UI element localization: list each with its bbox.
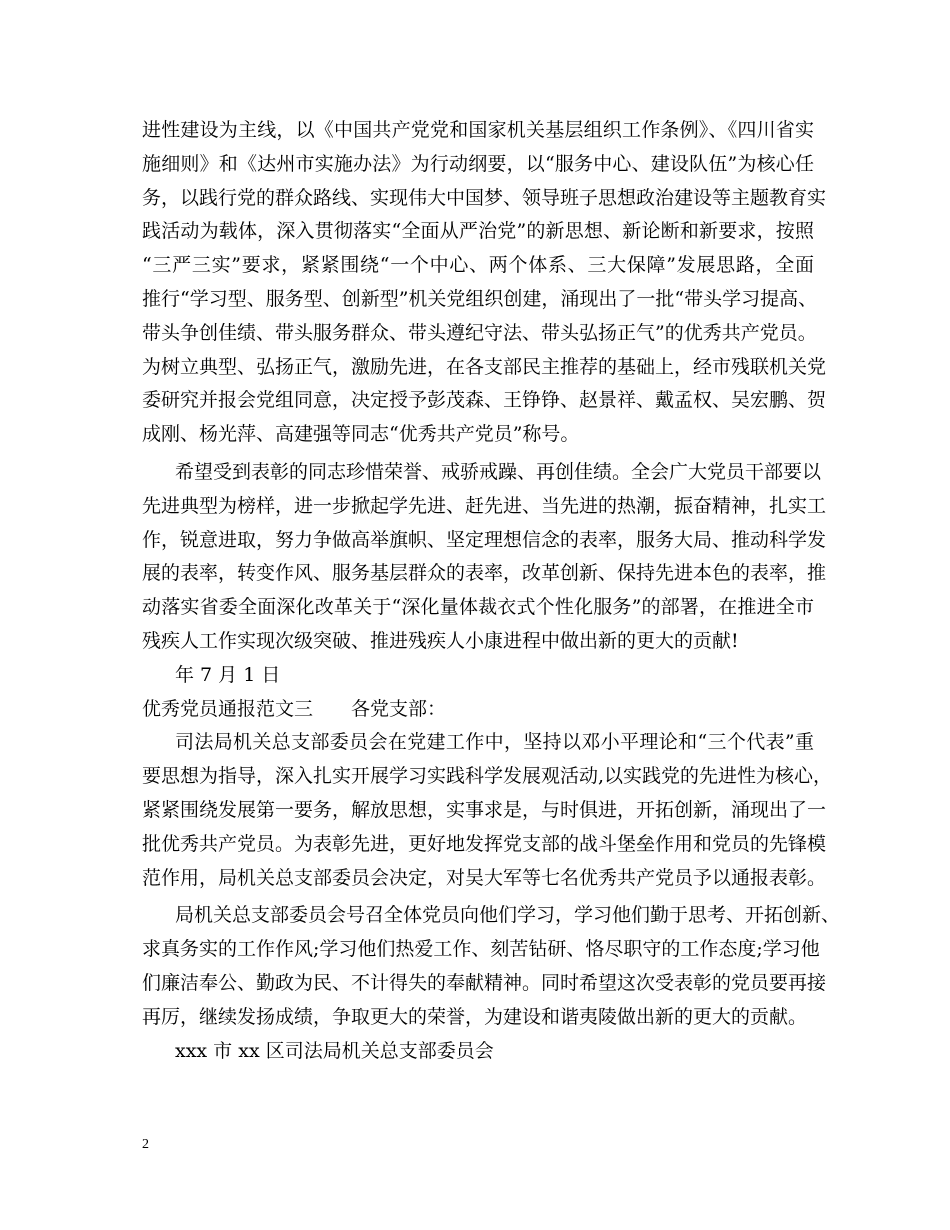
text-line: 们廉洁奉公、勤政为民、不计得失的奉献精神。同时希望这次受表彰的党员要再接 xyxy=(142,971,827,994)
text-line: 施细则》和《达州市实施办法》为行动纲要，以“服务中心、建设队伍”为核心任 xyxy=(142,152,814,175)
text-line: 务，以践行党的群众路线、实现伟大中国梦、领导班子思想政治建设等主题教育实 xyxy=(142,186,827,209)
text-line: 希望受到表彰的同志珍惜荣誉、戒骄戒躁、再创佳绩。全会广大党员干部要以 xyxy=(175,460,822,483)
page-number: 2 xyxy=(142,1137,149,1152)
text-line: 推行“学习型、服务型、创新型”机关党组织创建，涌现出了一批“带头学习提高、 xyxy=(142,287,818,310)
section-title: 优秀党员通报范文三 xyxy=(142,697,314,720)
text-line: 成刚、杨光萍、高建强等同志“优秀共产党员”称号。 xyxy=(142,423,580,446)
text-line: 紧紧围绕发展第一要务，解放思想，实事求是，与时俱进，开拓创新，涌现出了一 xyxy=(142,798,827,821)
paragraph-2 xyxy=(142,456,827,659)
text-line: 求真务实的工作作风;学习他们热爱工作、刻苦钻研、恪尽职守的工作态度;学习他 xyxy=(142,938,820,961)
text-line: 进性建设为主线，以《中国共产党党和国家机关基层组织工作条例》、《四川省实 xyxy=(142,119,814,141)
section-heading xyxy=(142,693,814,727)
signature: xxx 市 xx 区司法局机关总支部委员会 xyxy=(175,1039,494,1062)
text-line: 动落实省委全面深化改革关于“深化量体裁衣式个性化服务”的部署，在推进全市 xyxy=(142,596,814,619)
paragraph-3 xyxy=(142,726,833,895)
date-line: 年 7 月 1 日 xyxy=(175,663,281,686)
text-line: 委研究并报会党组同意，决定授予彭茂森、王铮铮、赵景祥、戴孟权、吴宏鹏、贺 xyxy=(142,389,827,412)
text-line: “三严三实”要求，紧紧围绕“一个中心、两个体系、三大保障”发展思路，全面 xyxy=(142,254,814,277)
document-body xyxy=(142,114,841,1068)
text-line: 再厉，继续发扬成绩，争取更大的荣誉，为建设和谐夷陵做出新的更大的贡献。 xyxy=(142,1005,808,1028)
addressee: 各党支部： xyxy=(351,697,447,720)
text-line: 带头争创佳绩、带头服务群众、带头遵纪守法、带头弘扬正气”的优秀共产党员。 xyxy=(142,321,817,344)
text-line: 践活动为载体，深入贯彻落实“全面从严治党”的新思想、新论断和新要求，按照 xyxy=(142,220,814,243)
text-line: 展的表率，转变作风、服务基层群众的表率，改革创新、保持先进本色的表率，推 xyxy=(142,562,827,585)
text-line: 范作用，局机关总支部委员会决定，对吴大军等七名优秀共产党员予以通报表彰。 xyxy=(142,866,827,889)
text-line: 为树立典型、弘扬正气，激励先进，在各支部民主推荐的基础上，经市残联机关党 xyxy=(142,355,827,378)
paragraph-1 xyxy=(142,114,827,452)
text-line: 批优秀共产党员。为表彰先进，更好地发挥党支部的战斗堡垒作用和党员的先锋模 xyxy=(142,832,827,855)
text-line: 局机关总支部委员会号召全体党员向他们学习，学习他们勤于思考、开拓创新、 xyxy=(175,904,841,927)
text-line: 残疾人工作实现次级突破、推进残疾人小康进程中做出新的更大的贡献! xyxy=(142,629,739,652)
text-line: 先进典型为榜样，进一步掀起学先进、赶先进、当先进的热潮，振奋精神，扎实工 xyxy=(142,494,827,517)
text-line: 作，锐意进取，努力争做高举旗帜、坚定理想信念的表率，服务大局、推动科学发 xyxy=(142,528,827,551)
text-line: 要思想为指导，深入扎实开展学习实践科学发展观活动,以实践党的先进性为核心， xyxy=(142,765,833,788)
text-line: 司法局机关总支部委员会在党建工作中，坚持以邓小平理论和“三个代表”重 xyxy=(175,731,814,754)
paragraph-4 xyxy=(142,899,841,1034)
